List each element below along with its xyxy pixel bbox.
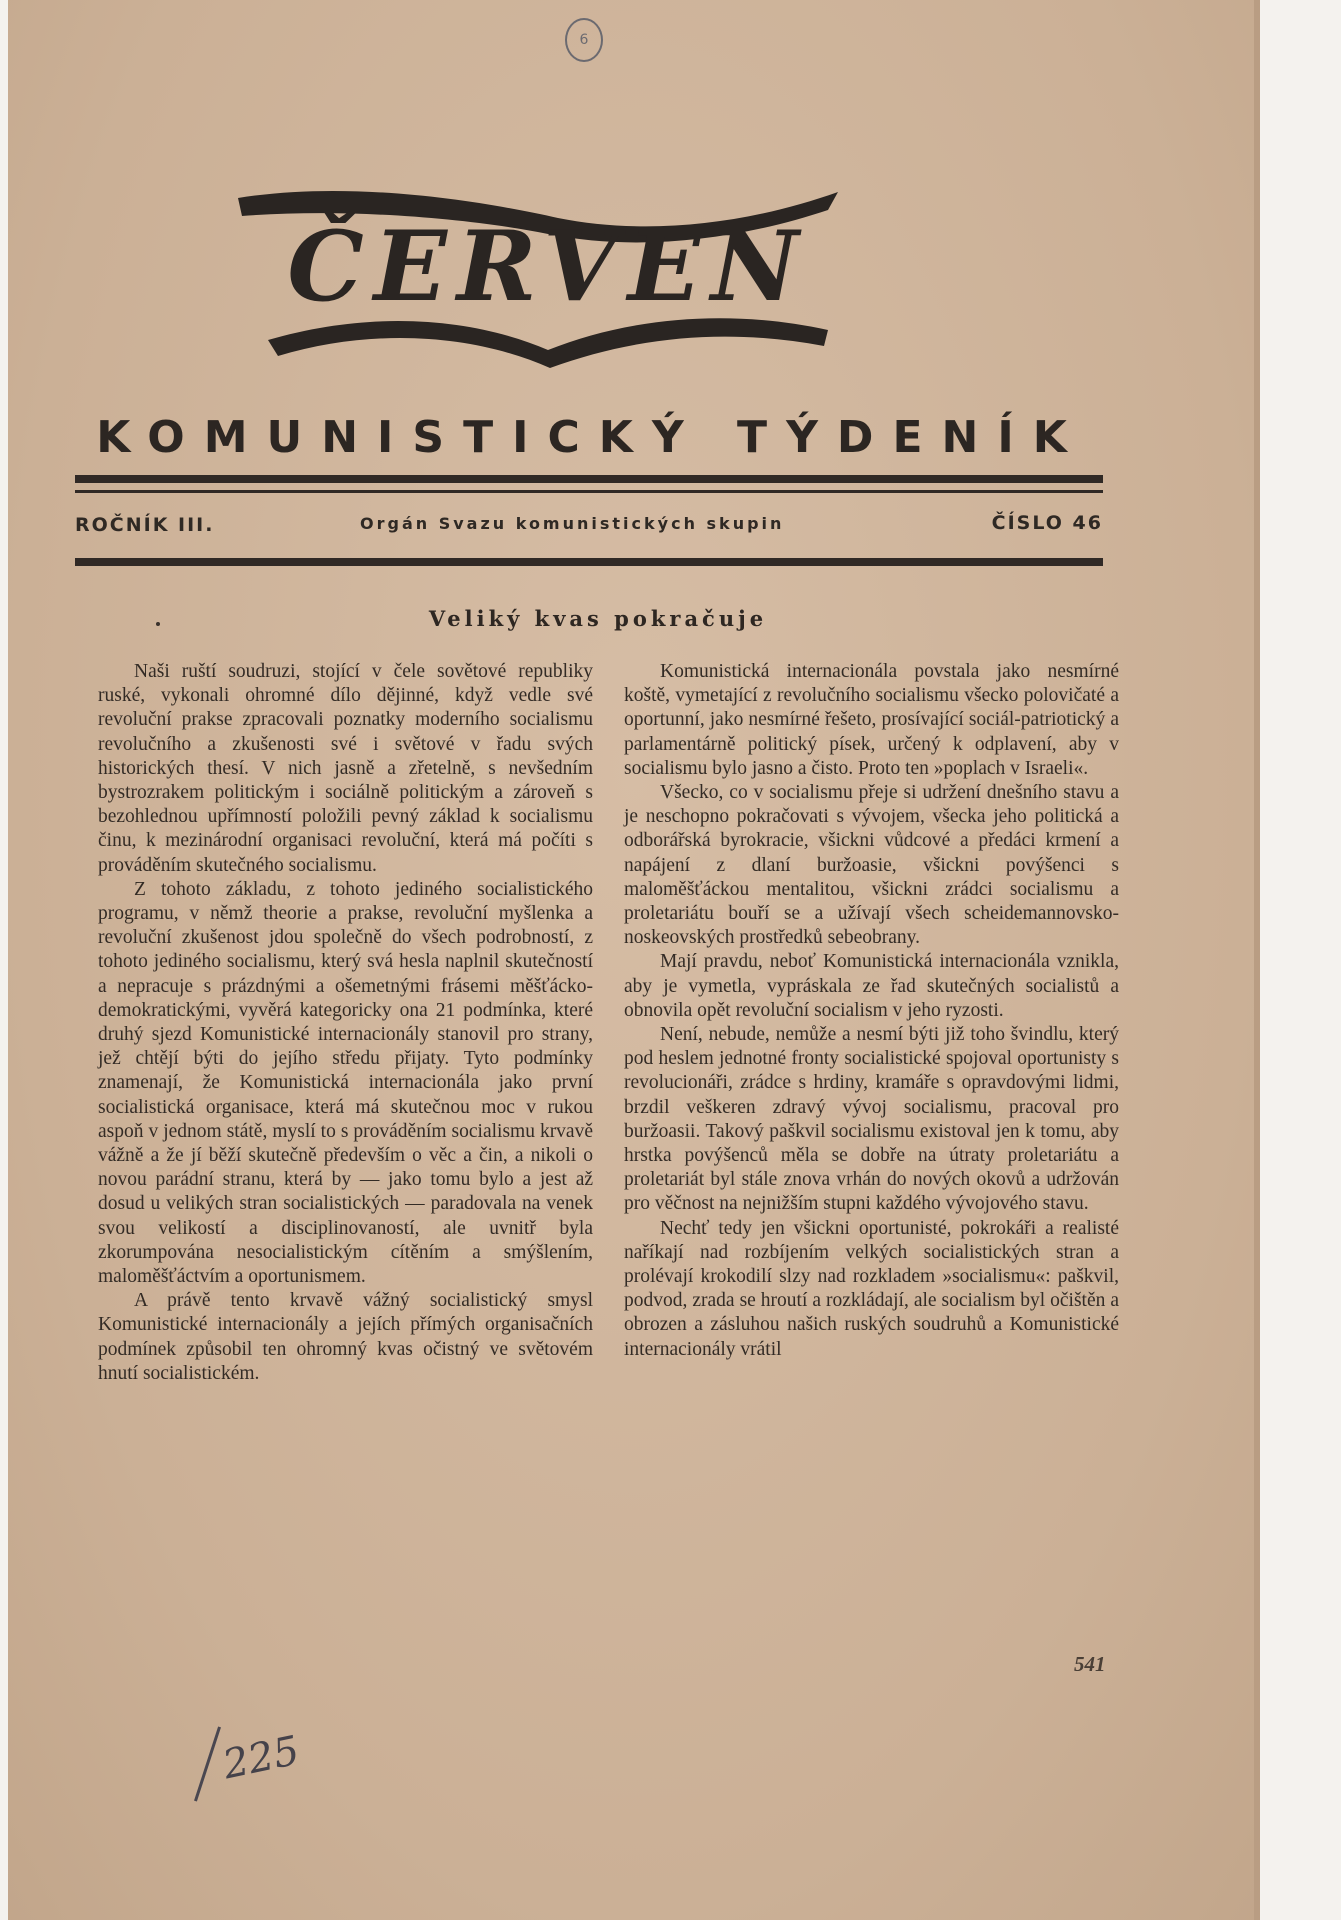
pencil-stroke	[194, 1726, 221, 1801]
article-paragraph: Nechť tedy jen všickni oportunisté, pokrokáři a realisté naříkají nad rozbíjením velkých socialistických stran a prolévají krokodilí slzy nad rozkladem »socialismu«: paškvil, podvod, zrada se hroutí a rozkládají, ale socialism byl očištěn a obrozen a zásluhou našich ruských soudruhů a Komunistické internacionály vrátil	[624, 1217, 1119, 1360]
article-paragraph: Komunistická internacionála povstala jako nesmírné koště, vymetající z revolučního socialismu všecko polovičaté a oportunní, jako nesmírné řešeto, prosívající sociál-patriotický a parlamentárně politický písek, určený k odplavení, aby v socialismu bylo jasno a čisto. Proto ten »poplach v Israeli«.	[624, 661, 1119, 779]
article-paragraph: Mají pravdu, neboť Komunistická internacionála vznikla, aby je vymetla, vypráskala ze řad skutečných socialistů a obnovila opět revoluční socialism v jeho ryzosti.	[624, 951, 1119, 1021]
masthead-rule-bottom	[75, 558, 1103, 566]
catalog-mark: 6	[565, 18, 603, 62]
masthead-logo	[228, 190, 868, 400]
ink-dot	[156, 622, 160, 626]
article-paragraph: Všecko, co v socialismu přeje si udržení dnešního stavu a je neschopno pokračovati s vývojem, všecka jeho politická a odborářská byrokracie, všickni vůdcové a předáci krmení a napájení z dlaní buržoasie, všickni povýšenci s maloměšťáckou mentalitou, všickni zrádci socialismu a proletariátu bouří se a užívají všech scheidemannovsko-noskeovských prostředků sebeobrany.	[624, 782, 1119, 949]
article-column-right	[624, 660, 1119, 1362]
article-column-left	[98, 660, 593, 1386]
masthead-info-row	[75, 512, 1103, 546]
masthead-rule-top	[75, 475, 1103, 483]
page-edge	[1254, 0, 1260, 1920]
volume-label: ROČNÍK III.	[75, 514, 215, 536]
article-paragraph: A právě tento krvavě vážný socialistický smysl Komunistické internacionály a jejích přímých organisačních podmínek způsobil ten ohromný kvas očistný ve světovém hnutí socialistickém.	[98, 1290, 593, 1384]
logo-title: ČERVEN	[287, 210, 809, 323]
article-paragraph: Naši ruští soudruzi, stojící v čele sovětové republiky ruské, vykonali ohromné dílo dějinné, když vedle své revoluční prakse zpracovali poznatky moderního socialismu revolučního a zkušenosti své i světové v řadu svých historických thesí. V nich jasně a zřetelně, s nevšedním bystrozrakem politickým i sociálně politickým a zároveň s bezohlednou upřímností položili pevný základ k socialismu činu, k mezinárodní organisaci revoluční, která má počíti s prováděním skutečného socialismu.	[98, 661, 593, 876]
handwritten-note: 225	[219, 1727, 304, 1789]
issue-label: ČÍSLO 46	[991, 512, 1103, 534]
article-paragraph: Není, nebude, nemůže a nesmí býti již toho švindlu, který pod heslem jednotné fronty socialistické spojoval oportunisty s revolucionáři, zrádce s hrdiny, kramáře s opravdovými lidmi, brzdil veškeren zdravý vývoj socialismu, pracoval pro buržoasii. Takový paškvil socialismu existoval jen k tomu, aby hrstka povýšenců měla se dobře na útraty proletariátu a proletariát byl stále znova vrhán do nových okovů a udržován pro věčnost na nejnižším stupni každého vývojového stavu.	[624, 1024, 1119, 1215]
organ-label: Orgán Svazu komunistických skupin	[360, 514, 785, 533]
page-number: 541	[1074, 1652, 1106, 1676]
article-headline: Veliký kvas pokračuje	[428, 606, 768, 631]
article-paragraph: Z tohoto základu, z tohoto jediného socialistického programu, v němž theorie a prakse, revoluční myšlenka a revoluční zkušenost jdou společně do všech podrobností, z tohoto jediného socialismu, který svá hesla naplnil skutečností a nepracuje s prázdnými a ošemetnými frásemi měšťácko-demokratickými, vyvěrá kategoricky ona 21 podmínka, které druhý sjezd Komunistické internacionály stanovil pro strany, jež chtějí býti do jejího středu přijaty. Tyto podmínky znamenají, že Komunistická internacionála jako první socialistická organisace, která má skutečnou moc v rukou aspoň v jednom státě, myslí to s prováděním socialismu krvavě vážně a že jí běží skutečně především o věc a čin, a nikoli o novou parádní stranu, která by — jako tomu bylo a jest až dosud u velikých stran socialistických — paradovala na venek svou velikostí a disciplinovaností, ale uvnitř byla zkorumpována nesocialistickým cítěním a smýšlením, maloměšťáctvím a oportunismem.	[98, 878, 593, 1288]
masthead-subtitle: KOMUNISTICKÝ TÝDENÍK	[96, 412, 1086, 463]
newspaper-page	[8, 0, 1258, 1920]
masthead-rule-top-thin	[75, 490, 1103, 493]
